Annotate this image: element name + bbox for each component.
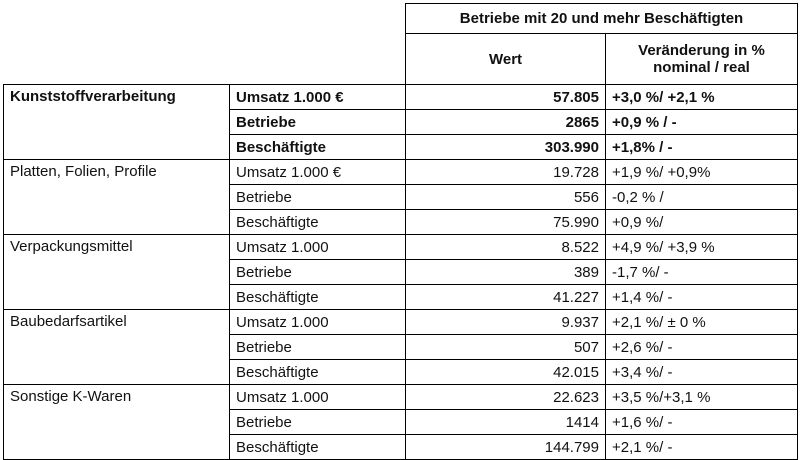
change-column-header [606,34,798,85]
metric-value: 507 [406,335,606,360]
metric-change: +3,0 %/ +2,1 % [606,85,798,110]
table-row [4,310,798,335]
metric-label: Umsatz 1.000 € [230,85,406,110]
metric-value: 9.937 [406,310,606,335]
table-row [4,385,798,410]
metric-value: 556 [406,185,606,210]
metric-label: Umsatz 1.000 [230,385,406,410]
statistics-table [3,3,798,460]
section-name: Verpackungsmittel [4,235,230,310]
header-empty-cell [230,34,406,85]
metric-change: +2,1 %/ - [606,435,798,460]
table-row [4,85,798,110]
metric-value: 2865 [406,110,606,135]
metric-label: Umsatz 1.000 € [230,160,406,185]
metric-change: +2,6 %/ - [606,335,798,360]
metric-change: +1,4 %/ - [606,285,798,310]
header-empty-cell [4,4,230,34]
section-name: Baubedarfsartikel [4,310,230,385]
metric-label: Betriebe [230,260,406,285]
table-row [4,235,798,260]
group-header: Betriebe mit 20 und mehr Beschäftigten [406,4,798,34]
metric-value: 75.990 [406,210,606,235]
metric-label: Umsatz 1.000 [230,310,406,335]
metric-label: Betriebe [230,335,406,360]
metric-value: 22.623 [406,385,606,410]
metric-value: 57.805 [406,85,606,110]
metric-label: Beschäftigte [230,360,406,385]
metric-value: 8.522 [406,235,606,260]
metric-label: Betriebe [230,410,406,435]
metric-label: Beschäftigte [230,210,406,235]
metric-change: +2,1 %/ ± 0 % [606,310,798,335]
metric-label: Beschäftigte [230,285,406,310]
metric-label: Beschäftigte [230,435,406,460]
metric-change: -1,7 %/ - [606,260,798,285]
metric-change: +0,9 %/ [606,210,798,235]
metric-value: 1414 [406,410,606,435]
metric-change: +1,8% / - [606,135,798,160]
value-column-header: Wert [406,34,606,85]
metric-change: +0,9 % / - [606,110,798,135]
metric-label: Betriebe [230,110,406,135]
metric-change: +1,9 %/ +0,9% [606,160,798,185]
section-name: Platten, Folien, Profile [4,160,230,235]
change-header-line1: Veränderung in % [638,42,765,59]
header-empty-cell [230,4,406,34]
metric-value: 389 [406,260,606,285]
metric-label: Beschäftigte [230,135,406,160]
header-empty-cell [4,34,230,85]
metric-label: Betriebe [230,185,406,210]
table-row [4,160,798,185]
change-header-line2: nominal / real [653,59,750,76]
metric-value: 41.227 [406,285,606,310]
metric-change: +4,9 %/ +3,9 % [606,235,798,260]
metric-value: 42.015 [406,360,606,385]
section-name: Kunststoffverarbeitung [4,85,230,160]
metric-label: Umsatz 1.000 [230,235,406,260]
metric-change: +3,4 %/ - [606,360,798,385]
table-body [4,85,798,460]
metric-value: 303.990 [406,135,606,160]
metric-change: +1,6 %/ - [606,410,798,435]
metric-change: -0,2 % / [606,185,798,210]
section-name: Sonstige K-Waren [4,385,230,460]
metric-value: 144.799 [406,435,606,460]
metric-value: 19.728 [406,160,606,185]
metric-change: +3,5 %/+3,1 % [606,385,798,410]
